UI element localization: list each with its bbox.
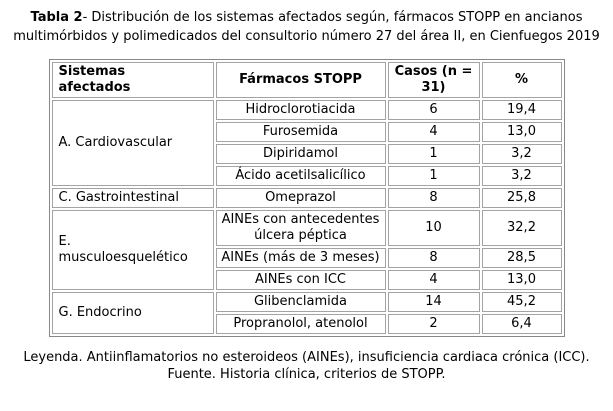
drug-cell: Hidroclorotiacida (216, 100, 386, 120)
drug-cell: AINEs (más de 3 meses) (216, 248, 386, 268)
cases-cell: 4 (388, 270, 480, 290)
page (0, 8, 613, 411)
drug-cell: Omeprazol (216, 188, 386, 208)
table-caption-label: Tabla 2 (30, 10, 83, 25)
percent-cell: 13,0 (482, 270, 562, 290)
column-header: Casos (n = 31) (388, 62, 480, 98)
system-cell: G. Endocrino (52, 292, 214, 334)
table-caption-text: - Distribución de los sistemas afectados según, fármacos STOPP en ancianos multimórbidos y polimedicados del consultorio número 27 del área II, en Cienfuegos 2019 (13, 10, 600, 44)
drug-cell: Ácido acetilsalicílico (216, 166, 386, 186)
system-cell: A. Cardiovascular (52, 100, 214, 186)
legend-line: Leyenda. Antiinflamatorios no esteroideos (AINEs), insuficiencia cardiaca crónica (ICC). (23, 350, 590, 365)
table-row (52, 188, 562, 208)
table-row (52, 292, 562, 312)
table-head (52, 62, 562, 98)
table-body (52, 100, 562, 334)
drug-cell: Glibenclamida (216, 292, 386, 312)
drug-cell: Propranolol, atenolol (216, 314, 386, 334)
table-row (52, 210, 562, 246)
cases-cell: 8 (388, 188, 480, 208)
cases-cell: 14 (388, 292, 480, 312)
percent-cell: 19,4 (482, 100, 562, 120)
table-header-row (52, 62, 562, 98)
cases-cell: 6 (388, 100, 480, 120)
drug-cell: AINEs con ICC (216, 270, 386, 290)
table-row (52, 100, 562, 120)
system-cell: C. Gastrointestinal (52, 188, 214, 208)
stopp-table (49, 59, 565, 337)
percent-cell: 25,8 (482, 188, 562, 208)
system-cell: E. musculoesquelético (52, 210, 214, 290)
source-line: Fuente. Historia clínica, criterios de STOPP. (167, 367, 446, 382)
cases-cell: 10 (388, 210, 480, 246)
cases-cell: 4 (388, 122, 480, 142)
cases-cell: 1 (388, 166, 480, 186)
percent-cell: 32,2 (482, 210, 562, 246)
drug-cell: AINEs con antecedentes úlcera péptica (216, 210, 386, 246)
percent-cell: 3,2 (482, 144, 562, 164)
percent-cell: 28,5 (482, 248, 562, 268)
column-header: Sistemas afectados (52, 62, 214, 98)
table-caption (8, 8, 605, 46)
column-header: % (482, 62, 562, 98)
cases-cell: 2 (388, 314, 480, 334)
cases-cell: 1 (388, 144, 480, 164)
percent-cell: 3,2 (482, 166, 562, 186)
drug-cell: Dipiridamol (216, 144, 386, 164)
percent-cell: 13,0 (482, 122, 562, 142)
drug-cell: Furosemida (216, 122, 386, 142)
percent-cell: 45,2 (482, 292, 562, 312)
table-footer (0, 349, 613, 383)
column-header: Fármacos STOPP (216, 62, 386, 98)
cases-cell: 8 (388, 248, 480, 268)
percent-cell: 6,4 (482, 314, 562, 334)
